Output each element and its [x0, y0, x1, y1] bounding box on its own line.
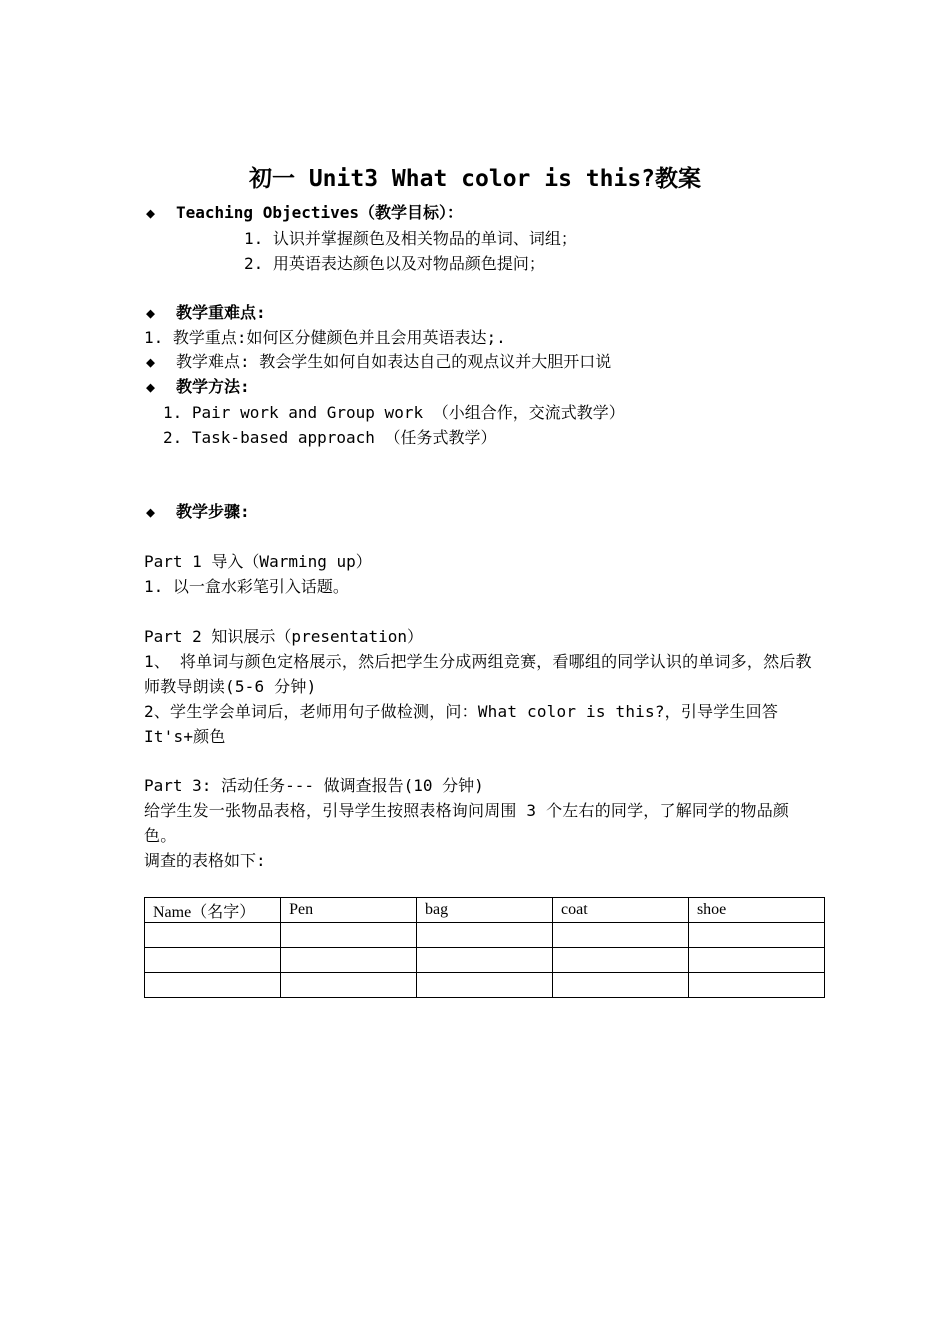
diamond-bullet-icon: ◆: [146, 304, 156, 322]
diamond-bullet-icon: ◆: [146, 503, 156, 521]
method-item: 1. Pair work and Group work （小组合作，交流式教学）: [163, 403, 625, 422]
objective-item: 1. 认识并掌握颜色及相关物品的单词、词组；: [244, 229, 577, 248]
table-cell: [417, 973, 553, 998]
part1-text: 1. 以一盒水彩笔引入话题。: [144, 577, 349, 596]
table-cell: [552, 973, 688, 998]
table-row: [145, 973, 825, 998]
key-points-heading: [146, 302, 266, 324]
table-cell: [688, 923, 824, 948]
page-title: 初一 Unit3 What color is this?教案: [248, 166, 702, 192]
table-cell: [281, 973, 417, 998]
table-header-cell: Name（名字）: [145, 898, 281, 923]
methods-heading-text: 教学方法:: [176, 377, 250, 396]
diamond-bullet-icon: ◆: [146, 378, 156, 396]
survey-table: [144, 897, 825, 998]
teaching-difficulty-text: 教学难点: 教会学生如何自如表达自己的观点议并大胆开口说: [176, 352, 612, 371]
objective-item: 2. 用英语表达颜色以及对物品颜色提问；: [244, 254, 545, 273]
objectives-heading: [146, 202, 463, 224]
table-header-cell: bag: [417, 898, 553, 923]
table-row: [145, 948, 825, 973]
part2-heading: Part 2 知识展示（presentation）: [144, 627, 424, 646]
table-header-cell: shoe: [688, 898, 824, 923]
table-cell: [417, 948, 553, 973]
objectives-heading-text: Teaching Objectives（教学目标）：: [176, 203, 464, 222]
table-cell: [552, 923, 688, 948]
table-intro: 调查的表格如下:: [144, 851, 266, 870]
part3-text: 给学生发一张物品表格，引导学生按照表格询问周围 3 个左右的同学，了解同学的物品颜色。: [144, 801, 790, 845]
part2-text2: 2、学生学会单词后，老师用句子做检测，问：What color is this?，引导学生回答 It's+颜色: [144, 702, 779, 746]
table-cell: [552, 948, 688, 973]
table-cell: [145, 973, 281, 998]
part2-text1: 1、 将单词与颜色定格展示，然后把学生分成两组竞赛，看哪组的同学认识的单词多，然后教师教导朗读(5-6 分钟): [144, 652, 812, 696]
steps-heading-text: 教学步骤:: [176, 502, 250, 521]
table-cell: [688, 973, 824, 998]
table-header-row: [145, 898, 825, 923]
part3-heading: Part 3: 活动任务--- 做调查报告(10 分钟): [144, 776, 484, 795]
part1-heading: Part 1 导入（Warming up）: [144, 552, 372, 571]
table-cell: [281, 948, 417, 973]
methods-heading: [146, 376, 250, 398]
table-cell: [145, 948, 281, 973]
diamond-bullet-icon: ◆: [146, 353, 156, 371]
teaching-difficulty: [146, 351, 611, 373]
table-header-cell: coat: [552, 898, 688, 923]
table-cell: [145, 923, 281, 948]
table-cell: [417, 923, 553, 948]
table-cell: [281, 923, 417, 948]
table-header-cell: Pen: [281, 898, 417, 923]
method-item: 2. Task-based approach （任务式教学）: [163, 428, 497, 447]
teaching-focus: 1. 教学重点:如何区分健颜色并且会用英语表达;.: [144, 328, 506, 347]
steps-heading: [146, 501, 250, 523]
key-points-heading-text: 教学重难点:: [176, 303, 266, 322]
table-row: [145, 923, 825, 948]
diamond-bullet-icon: ◆: [146, 204, 156, 222]
table-cell: [688, 948, 824, 973]
